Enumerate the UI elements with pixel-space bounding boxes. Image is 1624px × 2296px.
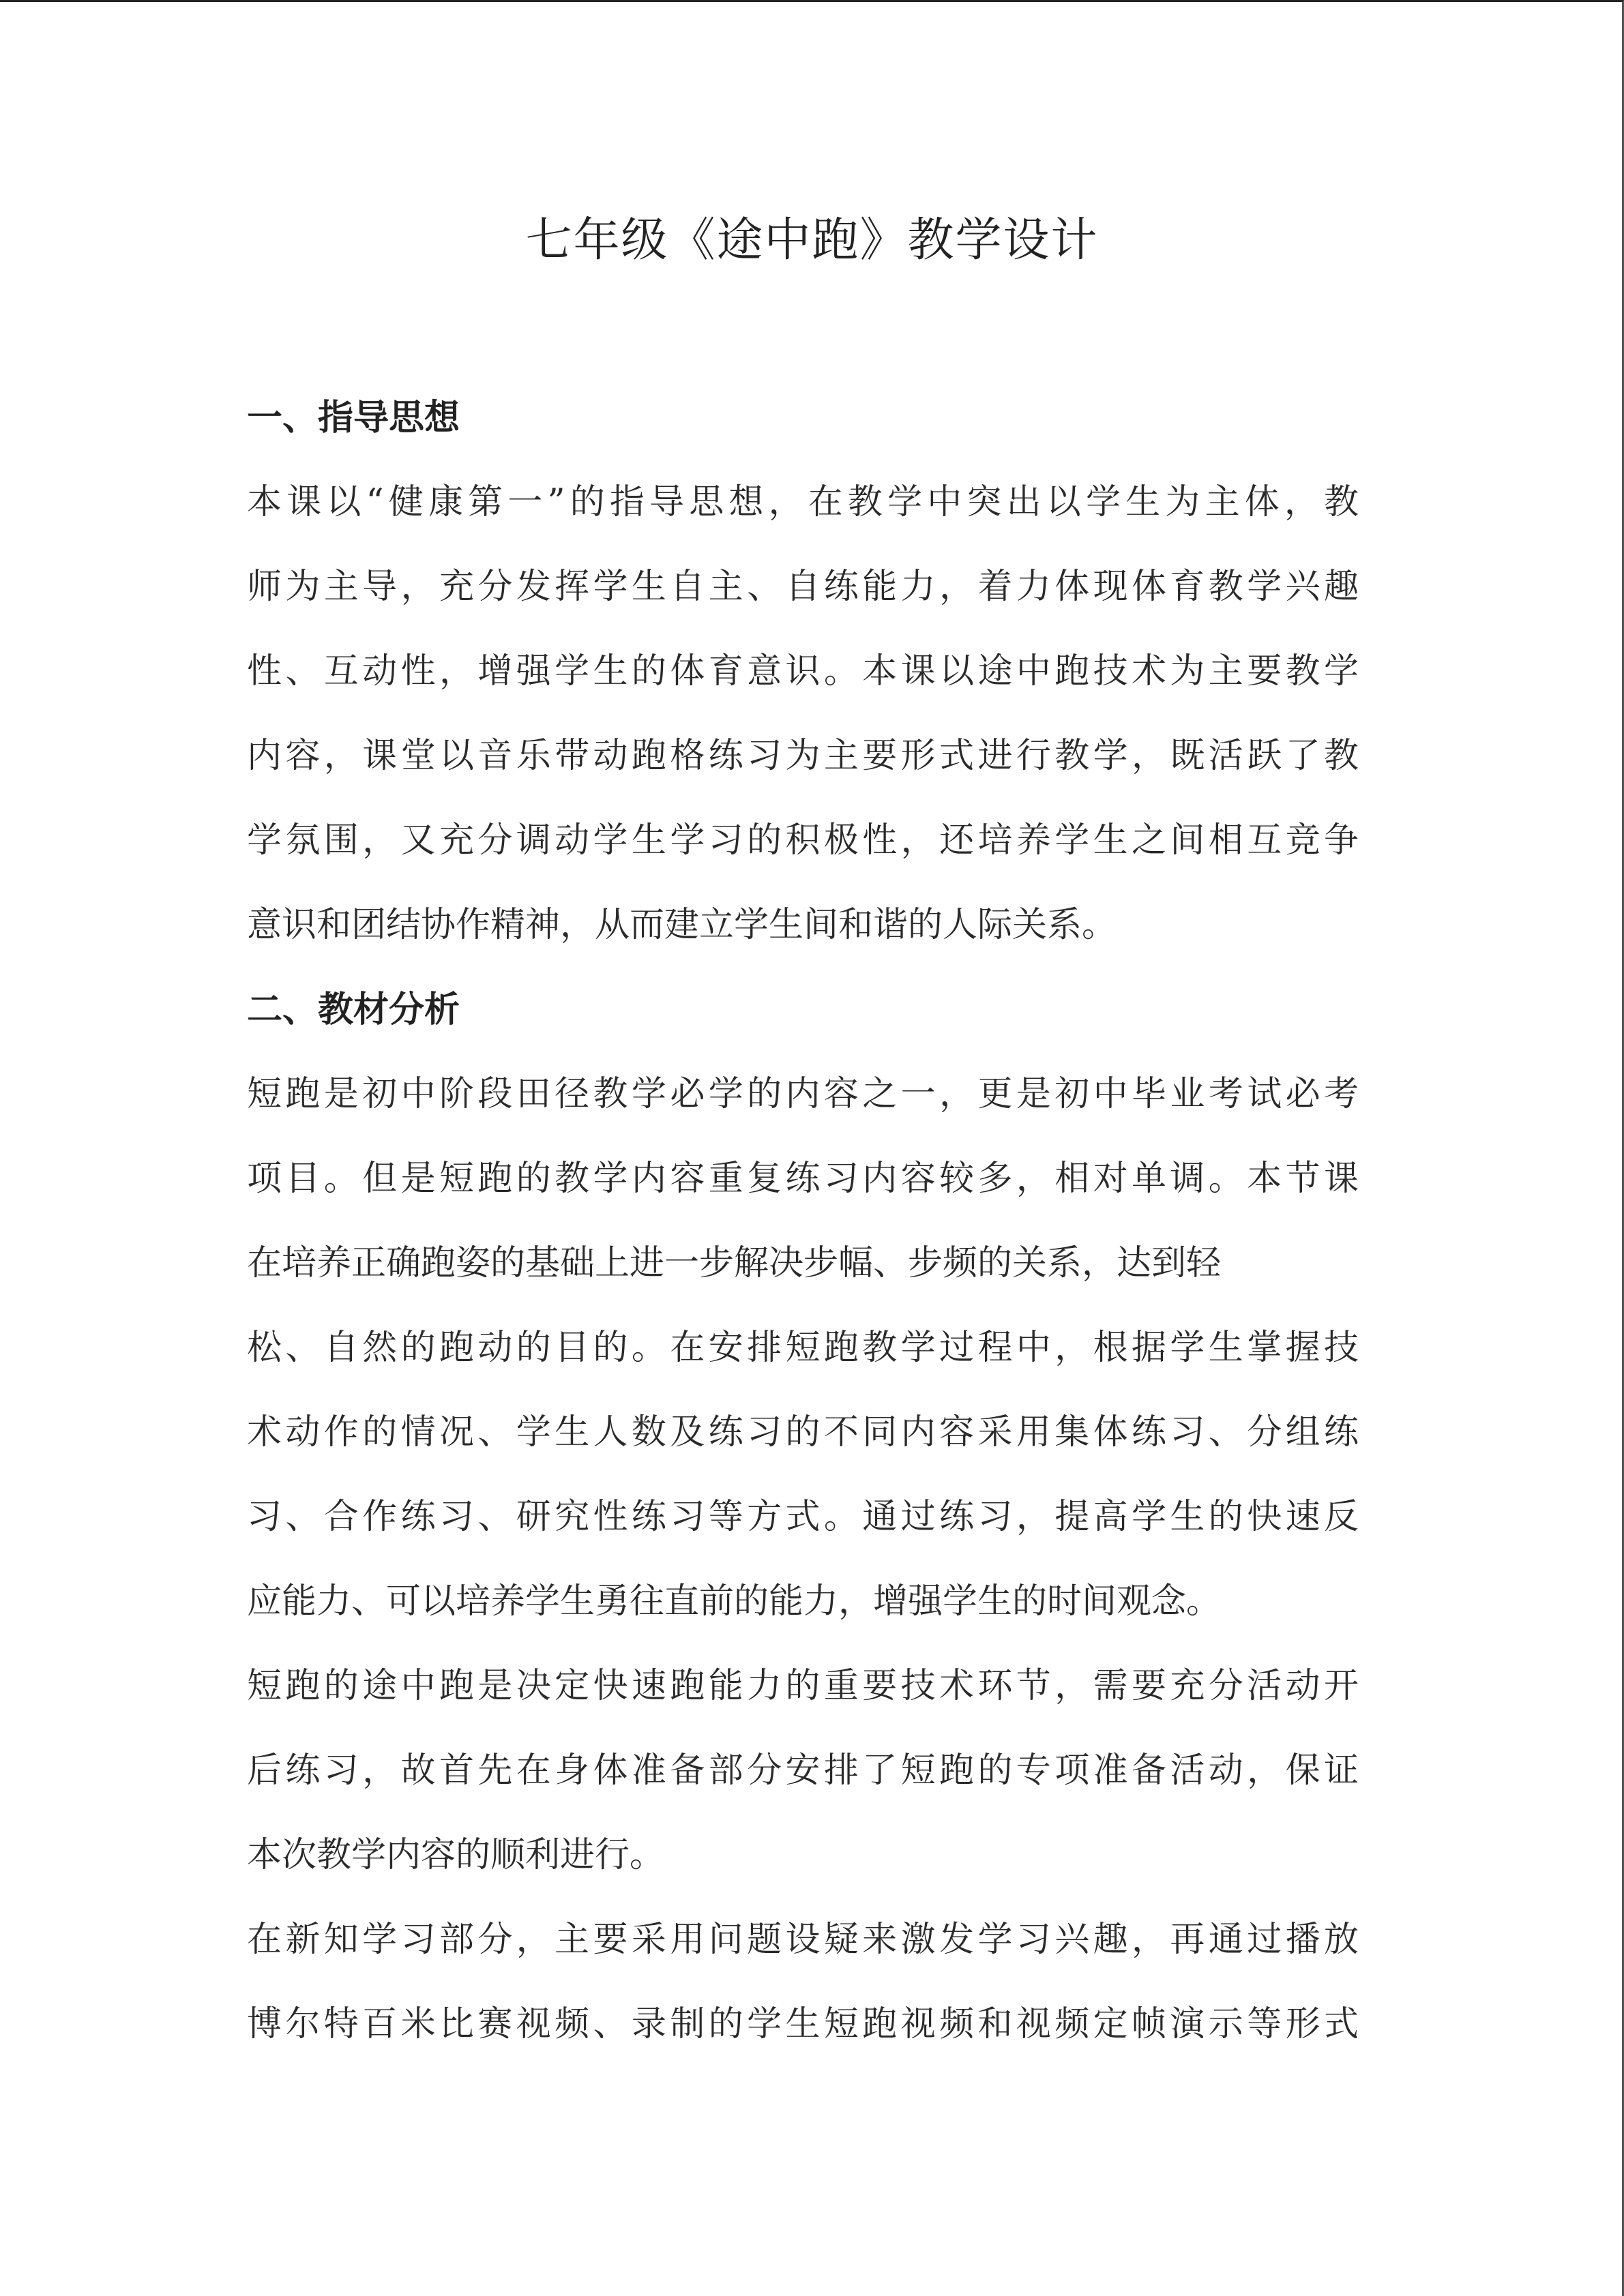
paragraph-material-analysis-1 [247,1052,1359,1644]
text-line: 短跑是初中阶段田径教学必学的内容之一，更是初中毕业考试必考 [247,1074,1359,1114]
document-title: 七年级《途中跑》教学设计 [525,213,1099,267]
document-body [247,376,1359,2067]
text-line: 项目。但是短跑的教学内容重复练习内容较多，相对单调。本节课 [247,1159,1359,1199]
text-line: 本课以“健康第一”的指导思想，在教学中突出以学生为主体，教 [247,482,1359,522]
text-line: 术动作的情况、学生人数及练习的不同内容采用集体练习、分组练 [247,1412,1359,1452]
paragraph-material-analysis-2 [247,1644,1359,1898]
section-heading-guiding-ideology: 一、指导思想 [247,398,460,438]
text-line: 短跑的途中跑是决定快速跑能力的重要技术环节，需要充分活动开 [247,1666,1359,1706]
text-line: 学氛围，又充分调动学生学习的积极性，还培养学生之间相互竞争 [247,820,1359,861]
text-line: 意识和团结协作精神，从而建立学生间和谐的人际关系。 [247,905,1117,945]
section-heading-material-analysis: 二、教材分析 [247,989,460,1030]
text-line: 在新知学习部分，主要采用问题设疑来激发学习兴趣，再通过播放 [247,1920,1359,1960]
text-line: 后练习，故首先在身体准备部分安排了短跑的专项准备活动，保证 [247,1750,1359,1791]
paragraph-guiding-ideology [247,460,1359,968]
paragraph-material-analysis-3 [247,1898,1359,2067]
text-line: 习、合作练习、研究性练习等方式。通过练习，提高学生的快速反 [247,1497,1359,1537]
text-line: 博尔特百米比赛视频、录制的学生短跑视频和视频定帧演示等形式 [247,2004,1359,2044]
text-line: 应能力、可以培养学生勇往直前的能力，增强学生的时间观念。 [247,1581,1222,1622]
text-line: 内容，课堂以音乐带动跑格练习为主要形式进行教学，既活跃了教 [247,736,1359,776]
text-line: 本次教学内容的顺利进行。 [247,1835,665,1875]
text-line: 师为主导，充分发挥学生自主、自练能力，着力体现体育教学兴趣 [247,567,1359,607]
text-line: 松、自然的跑动的目的。在安排短跑教学过程中，根据学生掌握技 [247,1328,1359,1368]
text-line: 性、互动性，增强学生的体育意识。本课以途中跑技术为主要教学 [247,651,1359,691]
text-line: 在培养正确跑姿的基础上进一步解决步幅、步频的关系，达到轻 [247,1243,1222,1283]
